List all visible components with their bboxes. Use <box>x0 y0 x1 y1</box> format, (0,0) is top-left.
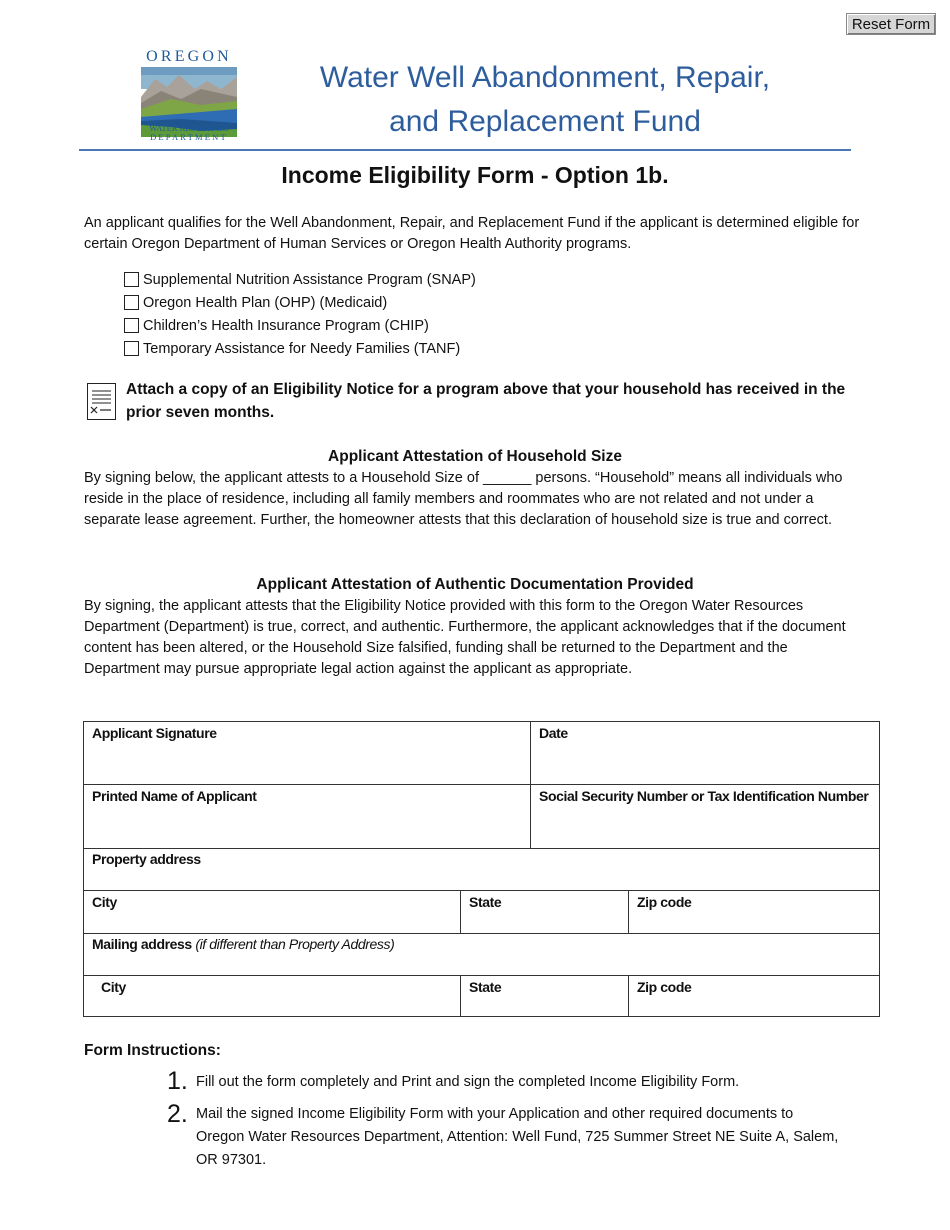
ohp-checkbox[interactable] <box>124 295 139 310</box>
ssn-label: Social Security Number or Tax Identification Number <box>539 788 869 804</box>
printed-name-field[interactable] <box>86 808 526 846</box>
table-divider <box>84 933 879 934</box>
table-divider <box>530 722 531 848</box>
reset-form-button[interactable]: Reset Form <box>846 13 936 35</box>
date-label: Date <box>539 725 568 741</box>
form-title: Income Eligibility Form - Option 1b. <box>281 162 669 188</box>
mailing-address-label <box>92 936 394 952</box>
program-item <box>124 291 476 314</box>
zip-field[interactable] <box>696 894 876 930</box>
ssn-field[interactable] <box>534 808 876 846</box>
program-checklist <box>124 268 476 360</box>
household-heading: Applicant Attestation of Household Size <box>328 448 622 465</box>
instruction-text: Fill out the form completely and Print and sign the completed Income Eligibility Form. <box>196 1074 740 1090</box>
checklist-document-icon <box>87 383 116 420</box>
mailing-zip-label: Zip code <box>637 979 692 995</box>
table-divider <box>84 975 879 976</box>
logo-subtitle-2: DEPARTMENT <box>150 132 228 142</box>
instruction-text: Mail the signed Income Eligibility Form with your Application and other required documents to Oregon Water Resources Department, Attention: Well Fund, 725 Summer Street NE Suite A, Salem, OR 97301. <box>196 1106 839 1168</box>
signature-label: Applicant Signature <box>92 725 217 741</box>
mailing-state-field[interactable] <box>509 979 624 1014</box>
table-divider <box>628 890 629 933</box>
signature-field[interactable] <box>86 744 526 782</box>
header-title-line1: Water Well Abandonment, Repair, <box>319 61 771 94</box>
applicant-fields-table <box>83 721 880 1017</box>
header-title <box>270 56 820 144</box>
city-label: City <box>92 894 117 910</box>
mailing-city-label: City <box>101 979 126 995</box>
program-item <box>124 314 476 337</box>
table-divider <box>628 975 629 1017</box>
mailing-zip-field[interactable] <box>696 979 876 1014</box>
attach-notice: Attach a copy of an Eligibility Notice for a program above that your household has received in the prior seven months. <box>126 381 846 421</box>
authentic-paragraph: By signing, the applicant attests that the Eligibility Notice provided with this form to the Oregon Water Resources Department (Department) is true, correct, and authentic. Furthermore, the applicant acknowledges that if the document content has been altered, or the Household Size falsified, funding shall be returned to the Department and the Department may pursue appropriate legal action against the applicant as appropriate. <box>84 598 846 677</box>
table-divider <box>84 890 879 891</box>
state-field[interactable] <box>509 894 624 930</box>
property-address-label: Property address <box>92 851 201 867</box>
program-label: Children’s Health Insurance Program (CHIP) <box>143 317 429 334</box>
printed-name-label: Printed Name of Applicant <box>92 788 257 804</box>
header-title-line2: and Replacement Fund <box>389 105 701 138</box>
program-label: Oregon Health Plan (OHP) (Medicaid) <box>143 294 388 311</box>
property-address-field[interactable] <box>209 852 874 887</box>
logo-subtitle-1: WATER RESOURCES <box>149 123 229 133</box>
header-rule <box>79 149 851 151</box>
mailing-address-note: (if different than Property Address) <box>195 936 395 952</box>
intro-paragraph: An applicant qualifies for the Well Abandonment, Repair, and Replacement Fund if the applicant is determined eligible for certain Oregon Department of Human Services or Oregon Health Authority programs. <box>84 215 860 252</box>
state-label: State <box>469 894 502 910</box>
logo-word: OREGON <box>146 48 232 65</box>
chip-checkbox[interactable] <box>124 318 139 333</box>
mailing-city-field[interactable] <box>134 979 456 1014</box>
table-divider <box>84 784 879 785</box>
mailing-state-label: State <box>469 979 502 995</box>
program-item <box>124 337 476 360</box>
instructions-heading: Form Instructions: <box>84 1042 221 1059</box>
table-divider <box>460 975 461 1017</box>
program-item <box>124 268 476 291</box>
tanf-checkbox[interactable] <box>124 341 139 356</box>
program-label: Supplemental Nutrition Assistance Program (SNAP) <box>143 271 476 288</box>
authentic-heading: Applicant Attestation of Authentic Documentation Provided <box>256 576 694 593</box>
mailing-address-text: Mailing address <box>92 936 192 952</box>
date-field[interactable] <box>534 744 876 782</box>
owrd-logo <box>139 48 239 143</box>
table-divider <box>84 848 879 849</box>
mailing-address-field[interactable] <box>414 937 874 972</box>
instruction-number: 1. <box>167 1067 188 1095</box>
household-paragraph: By signing below, the applicant attests to a Household Size of ______ persons. “Household” means all individuals who reside in the place of residence, including all family members and roommates who are not related and not under a separate lease agreement. Further, the homeowner attests that this declaration of household size is true and correct. <box>84 470 843 528</box>
snap-checkbox[interactable] <box>124 272 139 287</box>
instruction-number: 2. <box>167 1100 188 1128</box>
zip-label: Zip code <box>637 894 692 910</box>
table-divider <box>460 890 461 933</box>
city-field[interactable] <box>124 894 456 930</box>
program-label: Temporary Assistance for Needy Families (TANF) <box>143 340 461 357</box>
